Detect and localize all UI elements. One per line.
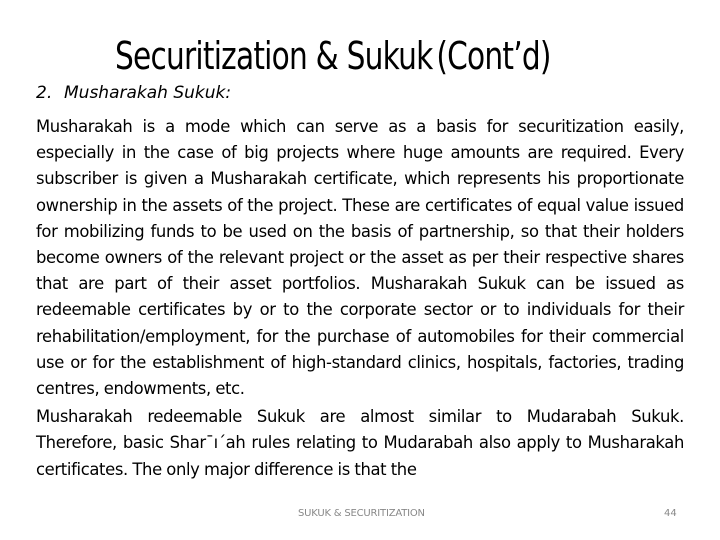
title-continued: (Cont’d) — [436, 34, 551, 78]
subheading-text: Musharakah Sukuk: — [64, 83, 232, 103]
title-main: Securitization & Sukuk — [115, 34, 433, 78]
page-number: 44 — [664, 508, 677, 519]
body-text — [36, 114, 684, 485]
section-subheading — [36, 82, 231, 104]
paragraph-2: Musharakah redeemable Sukuk are almost similar to Mudarabah Sukuk. Therefore, basic Shar¯ı´ah rules relating to Mudarabah also apply to Musharakah certificates. The only major difference is that the — [36, 407, 684, 479]
paragraph-1: Musharakah is a mode which can serve as a basis for securitization easily, especially in the case of big projects where huge amounts are required. Every subscriber is given a Musharakah certificate, which represents his proportionate ownership in the assets of the project. These are certificates of equal value issued for mobilizing funds to be used on the basis of partnership, so that their holders become owners of the relevant project or the asset as per their respective shares that are part of their asset portfolios. Musharakah Sukuk can be issued as redeemable certificates by or to the corporate sector or to individuals for their rehabilitation/employment, for the purchase of automobiles for their commercial use or for the establishment of high-standard clinics, hospitals, factories, trading centres, endowments, etc. — [36, 117, 684, 399]
footer-label: SUKUK & SECURITIZATION — [298, 508, 425, 519]
subheading-number: 2. — [36, 83, 53, 103]
slide-title — [25, 28, 587, 84]
